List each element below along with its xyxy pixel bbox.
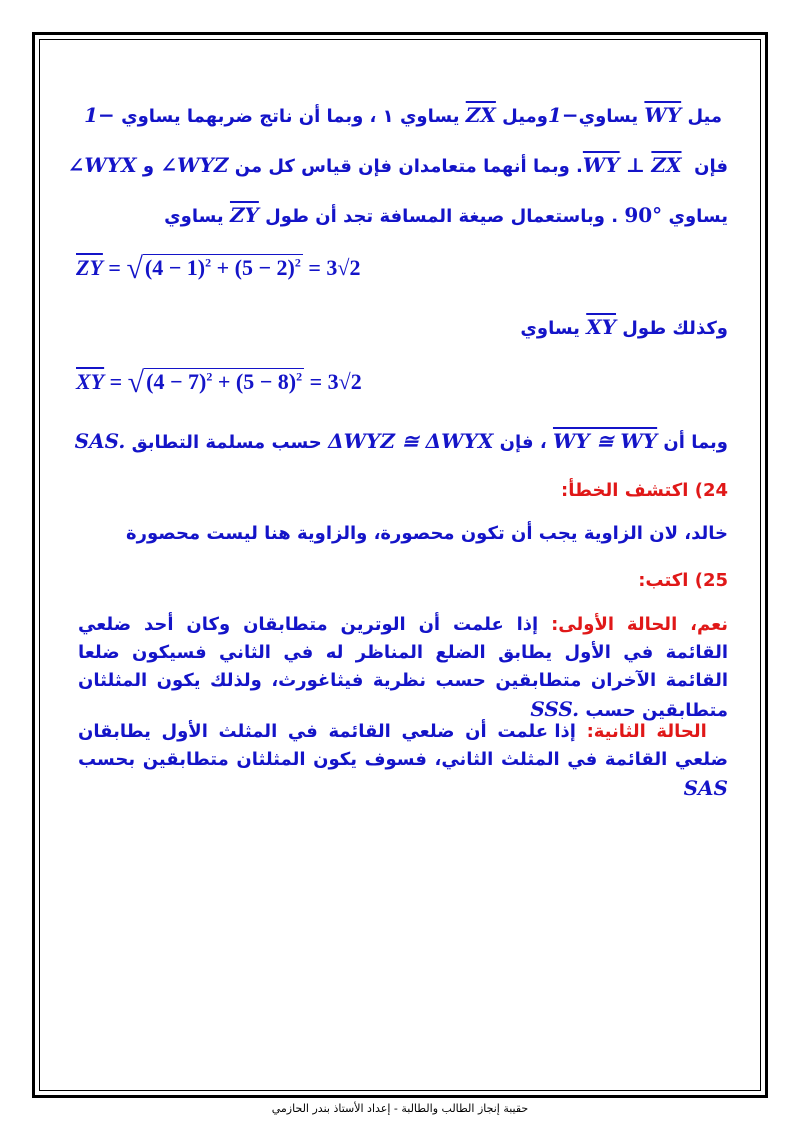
text-line-1: ميل $\overline{WY}$ يساوي1−وميل $\overline{ZX}$ يساوي ١ ، وبما أن ناتج ضربهما يساوي 1− [84,103,722,127]
page-footer: حقيبة إنجاز الطالب والطالبة - إعداد الأستاذ بندر الحازمي [271,1102,529,1115]
page-border-inner [39,39,761,1091]
equation-zy-distance: $\overline{ZY} = √(4 - 1)^2 + (5 - 2)^2 = 3√2$ [76,252,361,285]
q25-case-1: نعم، الحالة الأولى: إذا علمت أن الوترين متطابقان وكان أحد ضلعي القائمة في الأول يطابق الضلع المناظر له في الثاني فسيكون ضلعا القائمة الآخران متطابقين حسب نظرية فيثاغورث، ولذلك يكون المثلثان متطابقين حسب SSS. [78,614,729,721]
q25-case-2: الحالة الثانية: إذا علمت أن ضلعي القائمة في المثلث الأول يطابقان ضلعي القائمة في المثلث الثاني، فسوف يكون المثلثان متطابقين بحسب SAS [78,721,728,800]
text-line-5: وبما أن WY ≅ WY ، فإن ΔWYZ ≅ ΔWYX حسب مسلمة التطابق SAS. [74,429,728,453]
text-line-2: فإن $\overline{WY}$ ⊥ $\overline{ZX}$ . وبما أنهما متعامدان فإن قياس كل من ∠WYZ و ∠WYX [67,153,728,177]
equation-xy-distance: $\overline{XY} = √(4 - 7)^2 + (5 - 8)^2 = 3√2$ [76,366,362,399]
q24-heading: 24) اكتشف الخطأ: [561,480,728,501]
text-line-4: وكذلك طول $\overline{XY}$ يساوي [520,315,728,339]
text-line-3: يساوي 90° . وباستعمال صيغة المسافة تجد أن طول $\overline{ZY}$ يساوي [164,203,728,227]
q25-heading: 25) اكتب: [638,570,728,591]
q24-answer: خالد، لان الزاوية يجب أن تكون محصورة، والزاوية هنا ليست محصورة [125,523,728,544]
